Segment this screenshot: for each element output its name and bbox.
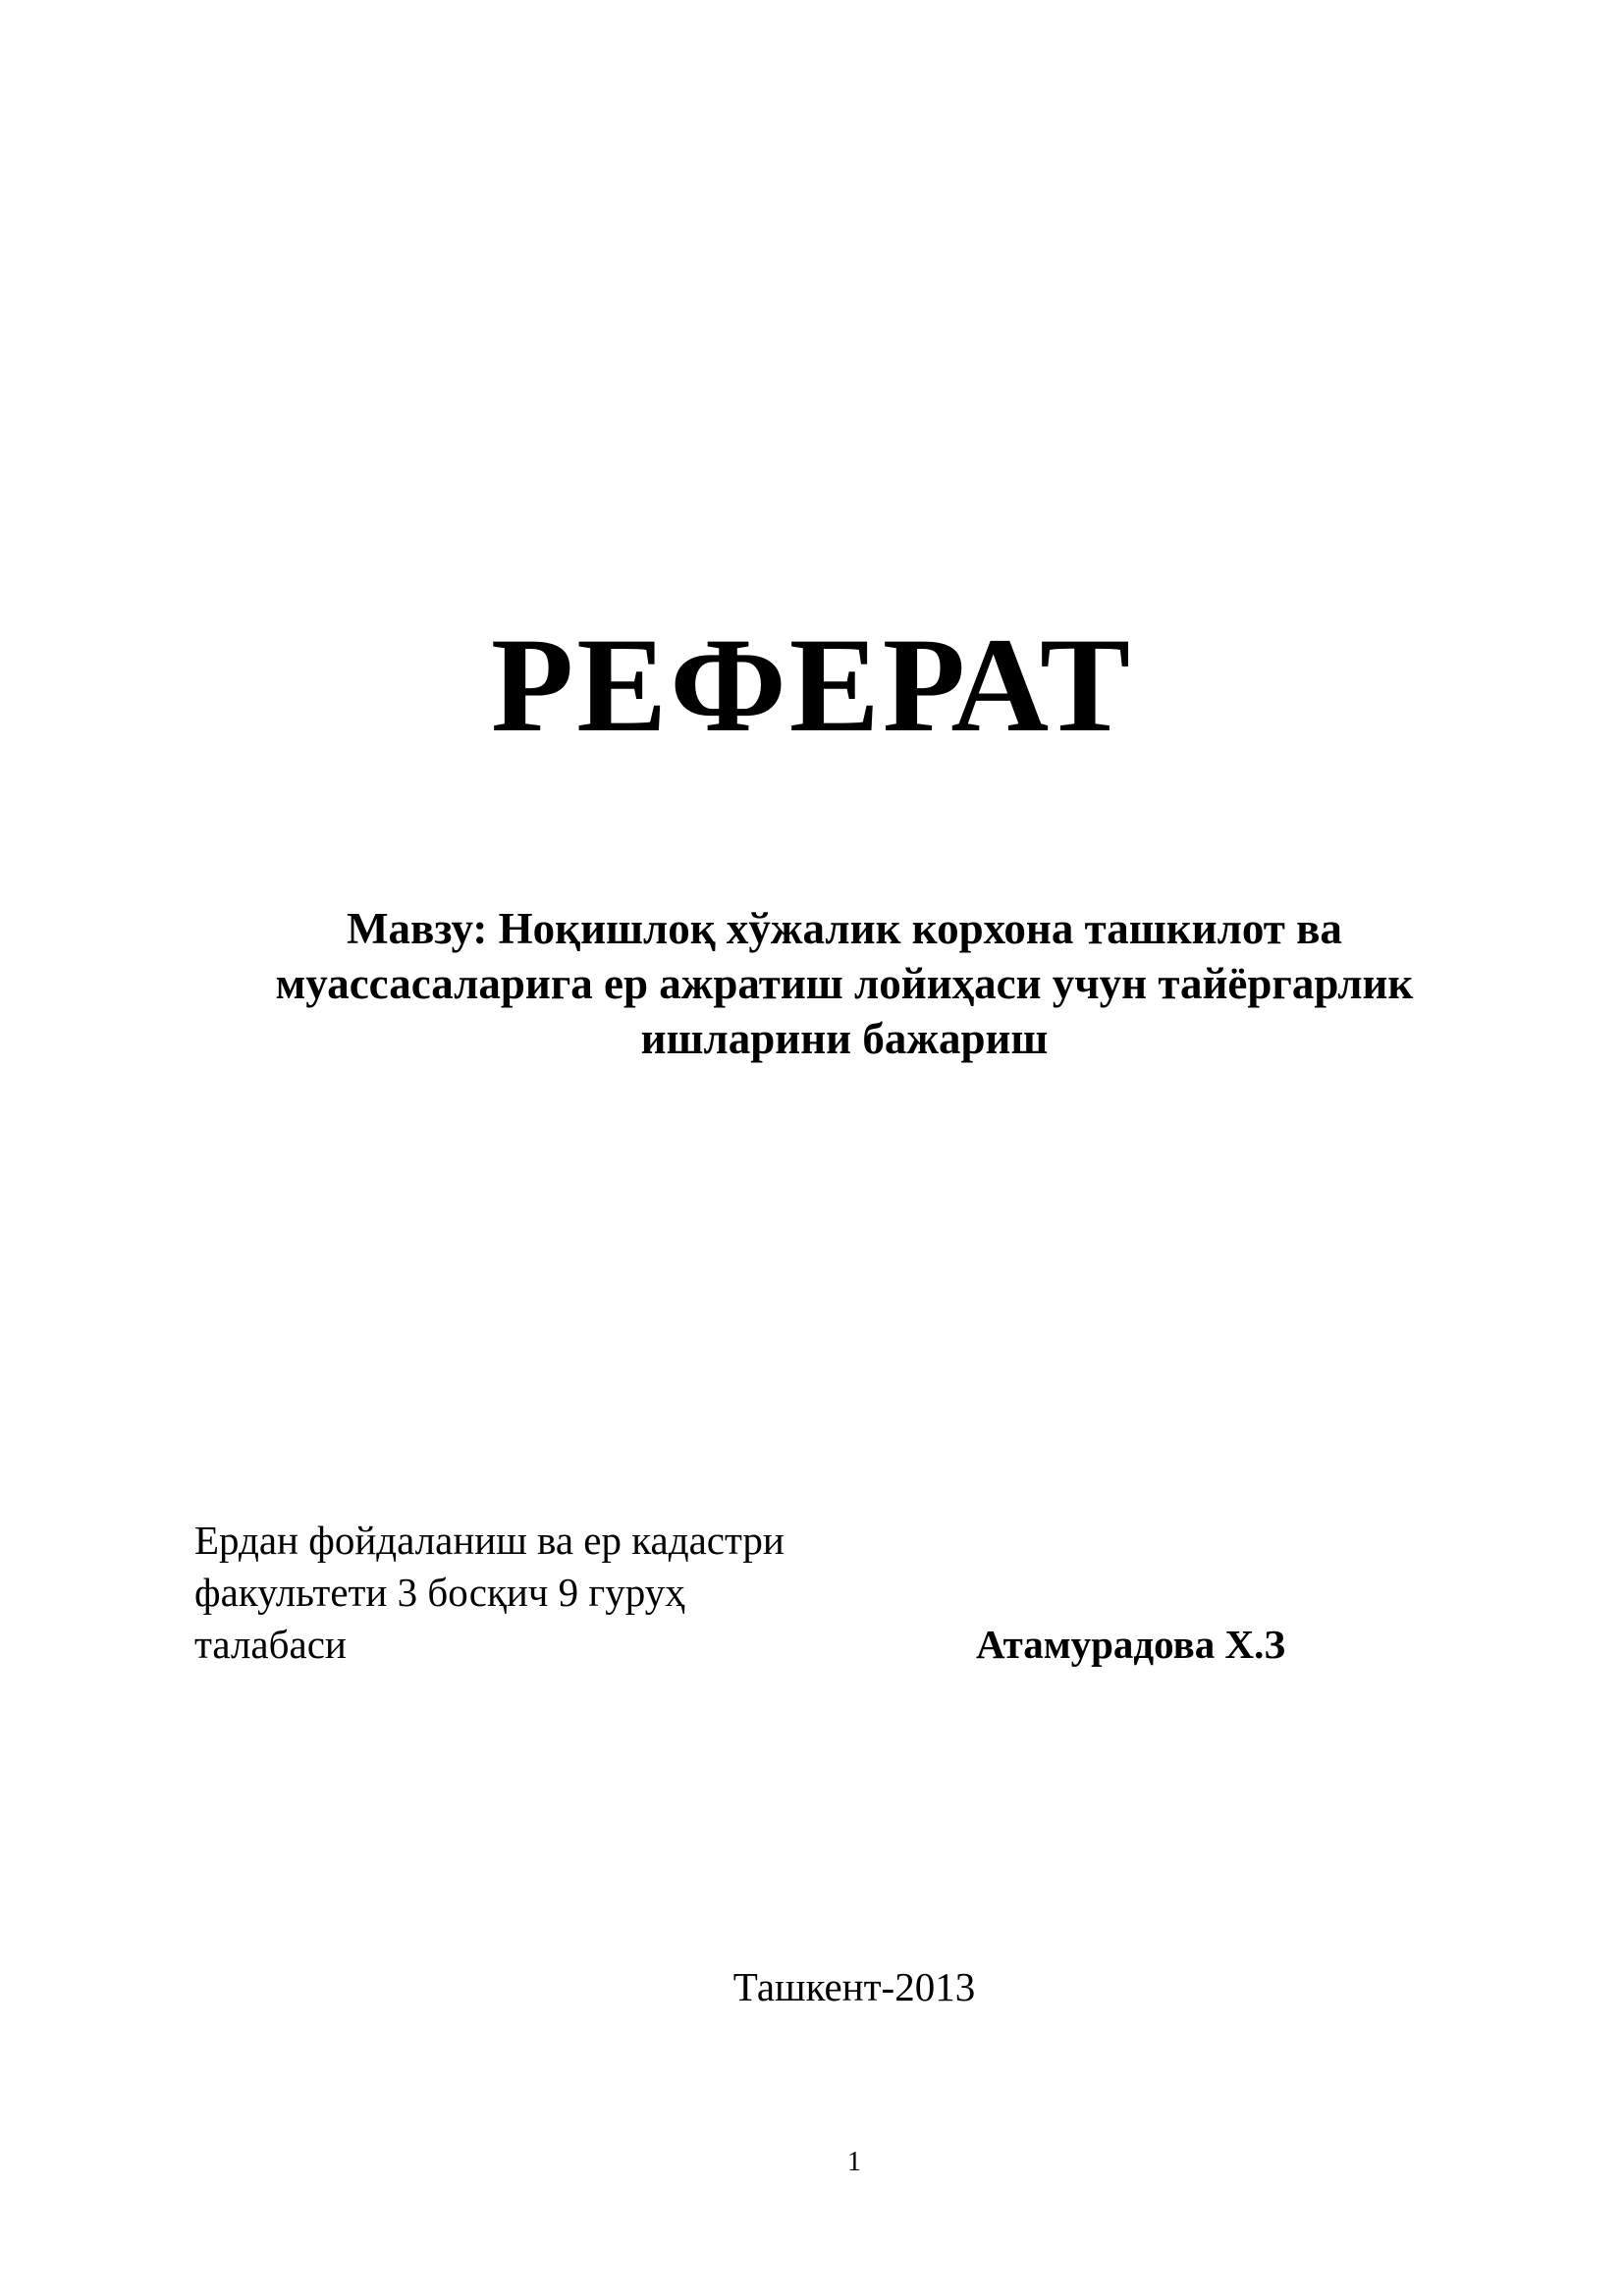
page-number: 1 [847,2147,861,2177]
student-info [194,1515,1373,1671]
course-group-line: факультети 3 босқич 9 гуруҳ [194,1570,685,1615]
city-year: Ташкент-2013 [732,1964,976,2009]
topic-line-2: муассасаларига ер ажратиш лойиҳаси учун тайёргарлик [275,959,1414,1008]
student-role: талабаси [194,1622,347,1667]
topic-heading [167,901,1522,1066]
document-title: РЕФЕРАТ [490,610,1134,760]
student-role-row [194,1619,1373,1671]
topic-line-3: ишларини бажариш [640,1014,1049,1063]
topic-line-1: Мавзу: Ноқишлоқ хўжалик корхона ташкилот ва [347,904,1342,953]
faculty-line: Ердан фойдаланиш ва ер кадастри [194,1518,785,1563]
author-name: Атамурадова Х.З [976,1622,1286,1667]
